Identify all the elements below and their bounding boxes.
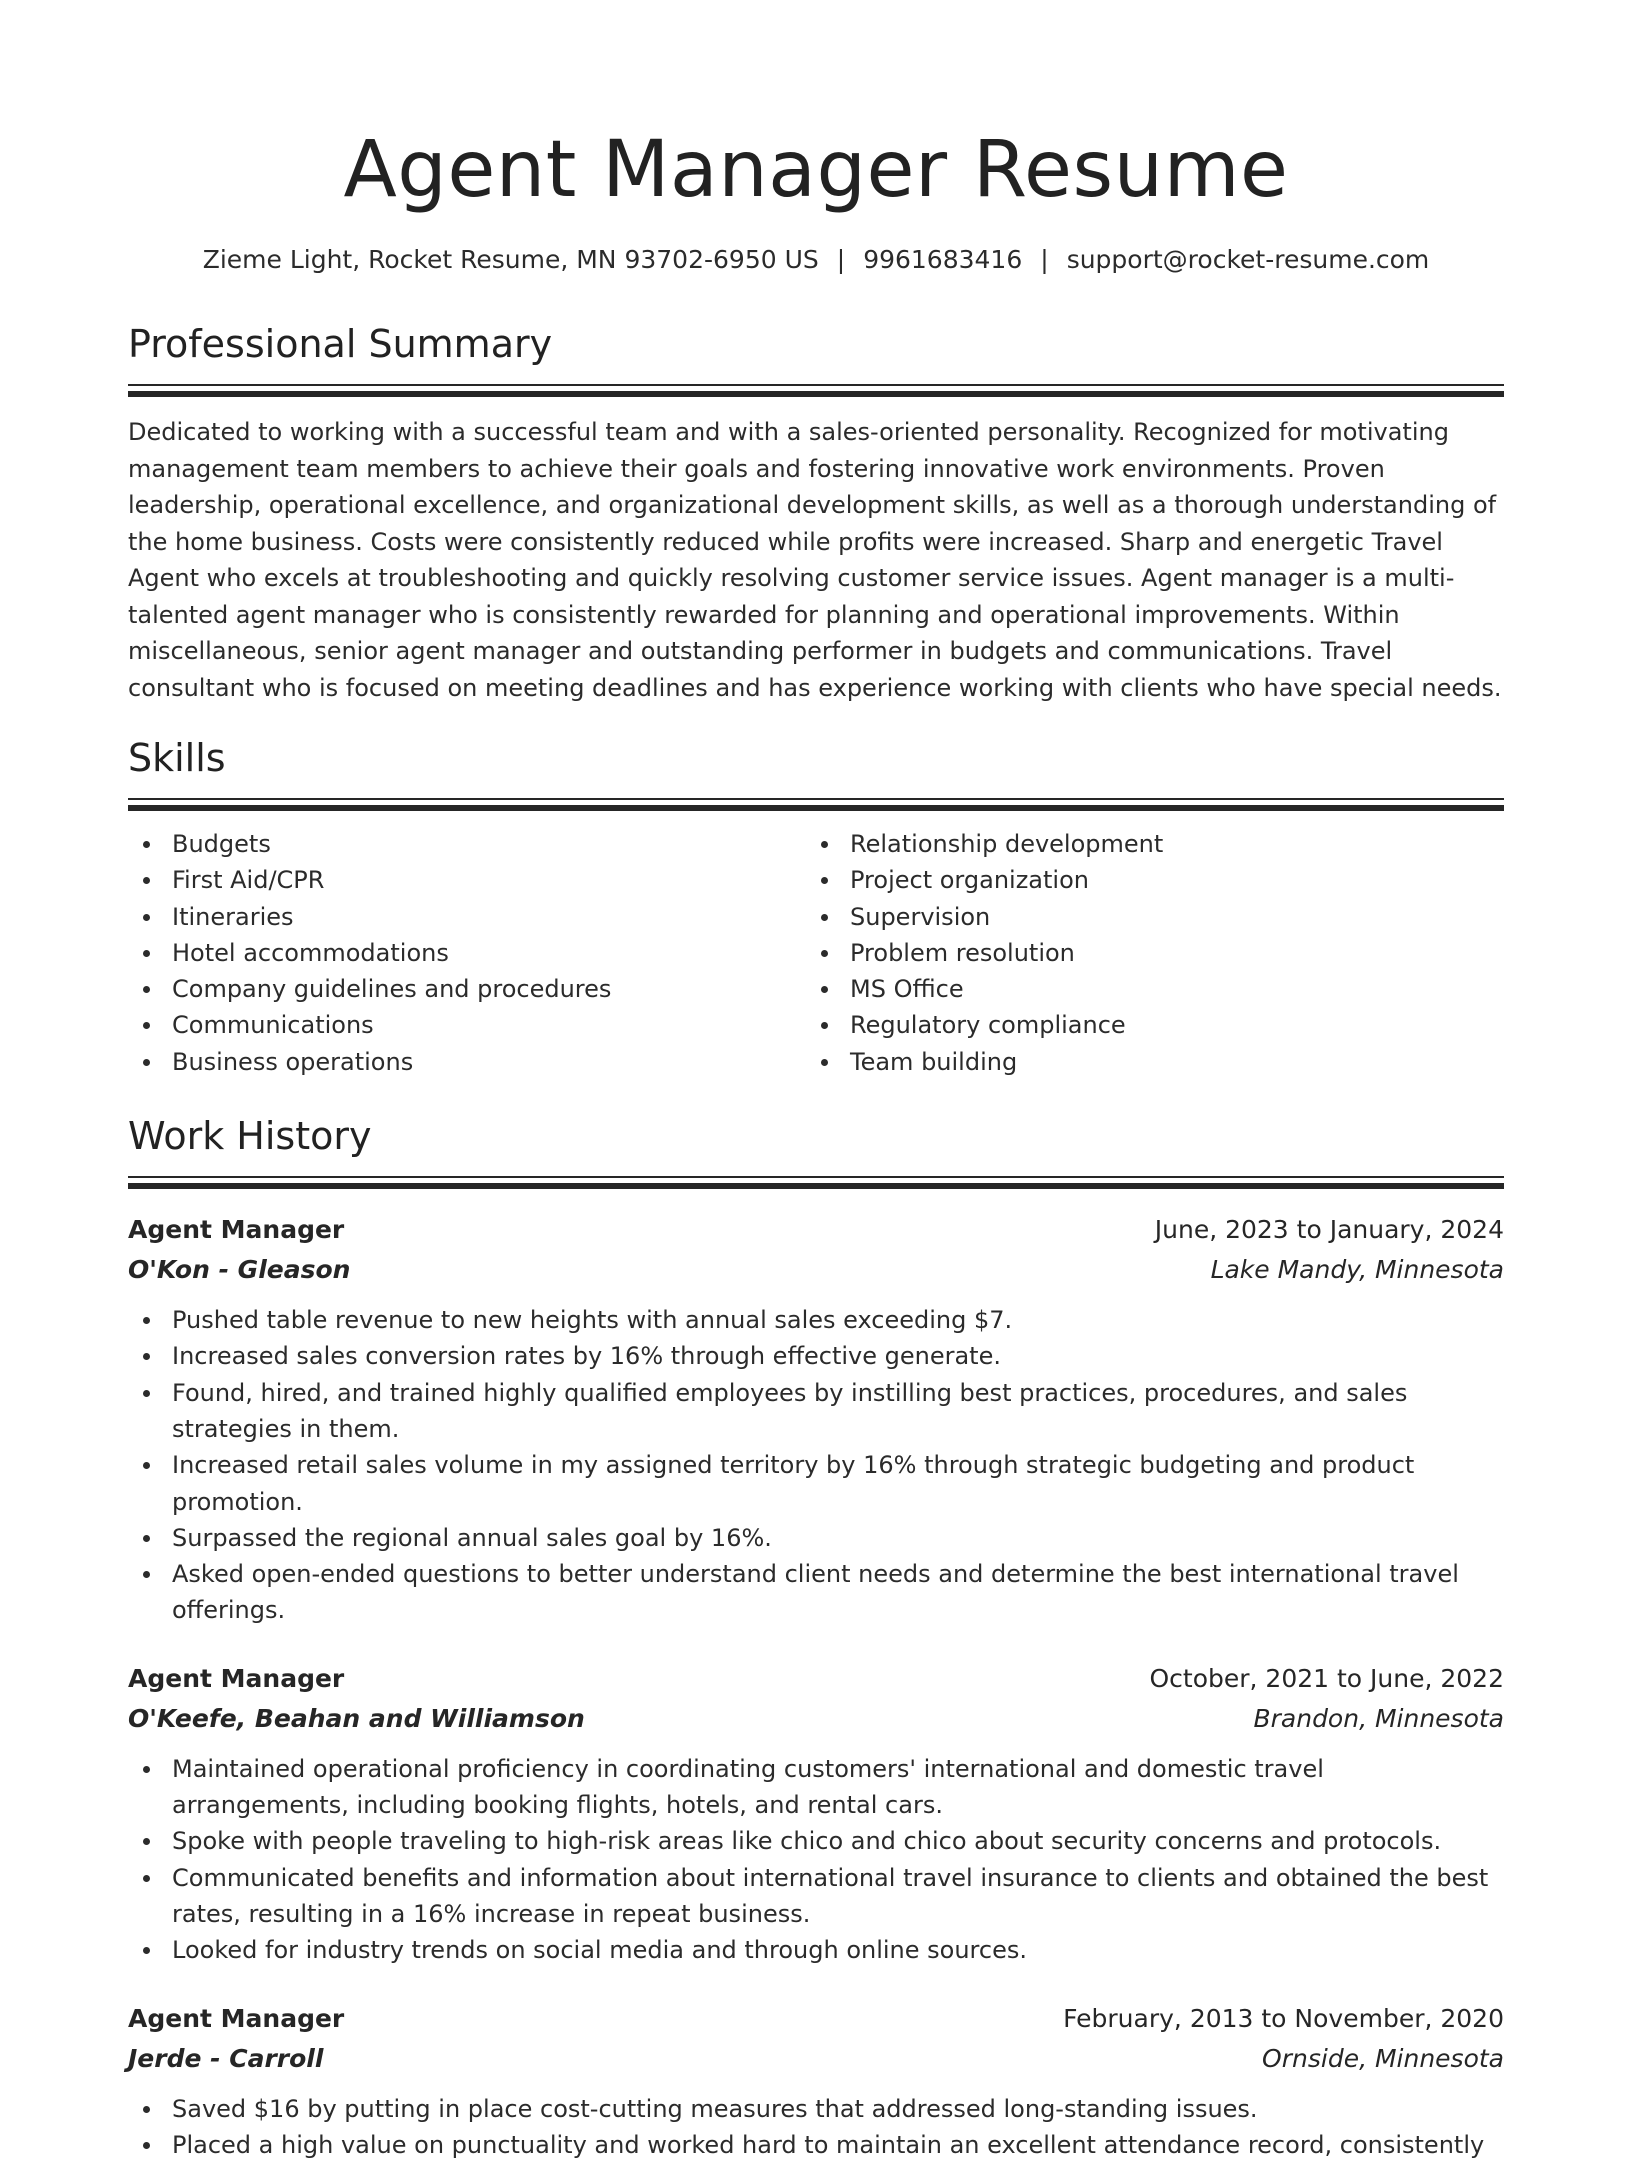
skill-item: Company guidelines and procedures [128,971,806,1007]
job-title: Agent Manager [128,2003,345,2033]
job-location: Brandon, Minnesota [1253,1703,1504,1733]
job-entry [128,1999,1504,2163]
summary-section [128,318,1504,706]
job-location: Lake Mandy, Minnesota [1210,1255,1504,1285]
job-bullet: Saved $16 by putting in place cost-cutting measures that addressed long-standing issues. [128,2091,1504,2127]
job-bullets [128,1302,1504,1629]
section-heading: Work History [128,1114,372,1159]
job-dates: October, 2021 to June, 2022 [1149,1663,1504,1693]
job-company-row [128,1250,1504,1290]
skills-list-right [806,826,1484,1080]
job-bullet: Placed a high value on punctuality and worked hard to maintain an excellent attendance record, consistently [128,2127,1504,2163]
section-heading: Skills [128,736,226,780]
skill-item: Communications [128,1007,806,1043]
job-company: O'Kon - Gleason [128,1255,351,1285]
skill-item: Problem resolution [806,935,1484,971]
job-bullet: Looked for industry trends on social media and through online sources. [128,1932,1504,1968]
resume-page [128,0,1504,2163]
job-bullet: Increased sales conversion rates by 16% through effective generate. [128,1338,1504,1374]
job-title: Agent Manager [128,1663,345,1693]
page-title: Agent Manager Resume [343,125,1289,215]
work-history-section [128,1110,1504,2163]
job-dates: February, 2013 to November, 2020 [1063,2003,1504,2033]
job-header-row [128,1999,1504,2039]
job-header-row [128,1659,1504,1699]
skill-item: Budgets [128,826,806,862]
skill-item: Itineraries [128,899,806,935]
job-bullet: Asked open-ended questions to better understand client needs and determine the best international travel offerings. [128,1556,1504,1629]
skills-columns [128,826,1504,1080]
skills-list-left [128,826,806,1080]
job-company: O'Keefe, Beahan and Williamson [128,1703,585,1733]
section-divider [128,384,1504,396]
section-divider [128,1176,1504,1188]
job-bullets [128,2091,1504,2163]
job-bullet: Communicated benefits and information about international travel insurance to clients and obtained the best rates, resulting in a 16% increase in repeat business. [128,1860,1504,1933]
skill-item: Supervision [806,899,1484,935]
job-bullet: Spoke with people traveling to high-risk areas like chico and chico about security concerns and protocols. [128,1823,1504,1859]
separator: | [836,245,846,274]
skill-item: MS Office [806,971,1484,1007]
job-dates: June, 2023 to January, 2024 [1154,1215,1504,1245]
phone: 9961683416 [863,245,1023,274]
job-company: Jerde - Carroll [128,2043,324,2073]
skill-item: Team building [806,1044,1484,1080]
skill-item: Regulatory compliance [806,1007,1484,1043]
job-bullets [128,1751,1504,1969]
job-header-row [128,1210,1504,1250]
section-heading: Professional Summary [128,322,553,366]
skills-section [128,732,1504,1080]
skill-item: Hotel accommodations [128,935,806,971]
skill-item: First Aid/CPR [128,862,806,898]
job-entry [128,1659,1504,1969]
job-company-row [128,2039,1504,2079]
skill-item: Project organization [806,862,1484,898]
summary-text: Dedicated to working with a successful team and with a sales-oriented personality. Recognized for motivating management team members to achieve their goals and fostering innovative work environments. Proven leadership, operational excellence, and organizational development skills, as well as a thorough understanding of the home business. Costs were consistently reduced while profits were increased. Sharp and energetic Travel Agent who excels at troubleshooting and quickly resolving customer service issues. Agent manager is a multi-talented agent manager who is consistently rewarded for planning and operational improvements. Within miscellaneous, senior agent manager and outstanding performer in budgets and communications. Travel consultant who is focused on meeting deadlines and has experience working with clients who have special needs. [128,418,1502,702]
job-bullet: Pushed table revenue to new heights with annual sales exceeding $7. [128,1302,1504,1338]
job-entry [128,1210,1504,1629]
address: Zieme Light, Rocket Resume, MN 93702-6950 US [202,245,819,274]
email: support@rocket-resume.com [1066,245,1430,274]
contact-line [128,242,1504,278]
separator: | [1040,245,1049,274]
job-bullet: Surpassed the regional annual sales goal by 16%. [128,1520,1504,1556]
job-bullet: Found, hired, and trained highly qualified employees by instilling best practices, procedures, and sales strategies in them. [128,1375,1504,1448]
job-bullet: Increased retail sales volume in my assigned territory by 16% through strategic budgeting and product promotion. [128,1447,1504,1520]
section-divider [128,798,1504,810]
job-bullet: Maintained operational proficiency in coordinating customers' international and domestic travel arrangements, including booking flights, hotels, and rental cars. [128,1751,1504,1824]
skill-item: Relationship development [806,826,1484,862]
job-company-row [128,1699,1504,1739]
job-location: Ornside, Minnesota [1262,2043,1504,2073]
job-title: Agent Manager [128,1215,345,1245]
skill-item: Business operations [128,1044,806,1080]
